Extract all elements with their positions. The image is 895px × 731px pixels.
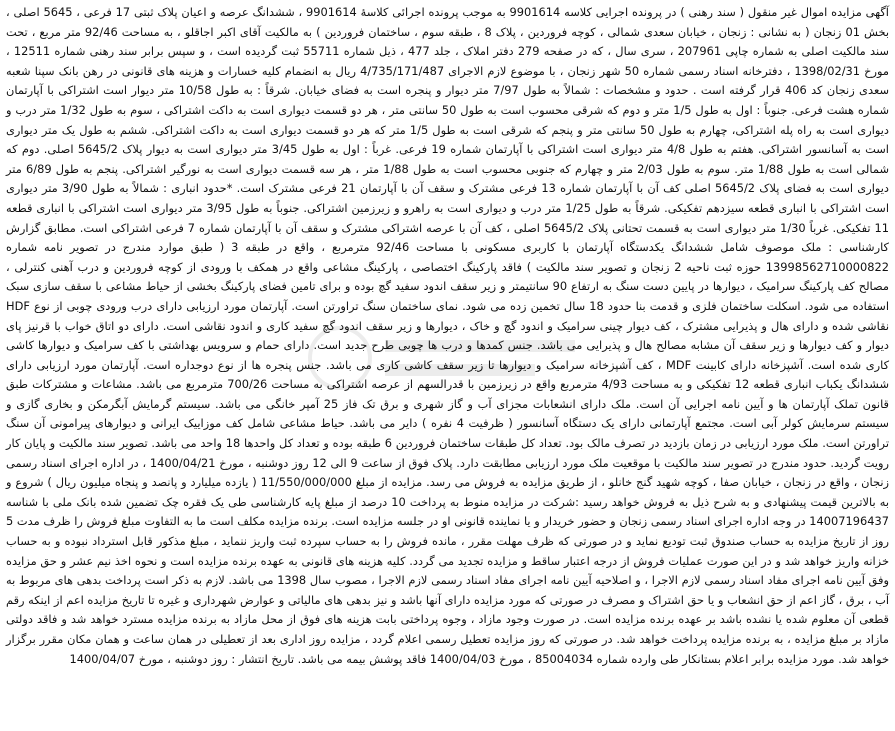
notice-body: آگهی مزایده اموال غیر منقول ( سند رهنی ) در پرونده اجرایی کلاسه 9901614 به موجب پرونده اجرائی کلاسهٔ 9901614 ، ششدانگ عرصه و اعیان پلاک ثبتی 17 فرعی ، 5645 اصلی ، بخش 01 زنجان ( به نشانی : زنجان ، خیابان سعدی شمالی ، کوچه فروردین ، پلاک 8 ، طبقه سوم ، ساختمان فروردین ) به مالکیت آقای اکبر اجاقلو ، به مساحت 92/46 متر مربع ، تحت سند مالکیت اصلی به شماره چاپی 207961 ، سری سال ، که در صفحه 279 دفتر املاک ، جلد 477 ، ذیل شماره 55711 ثبت گردیده است ، و سپس برابر سند رهنی شماره 12511 ، مورخ 1398/02/31 ، دفترخانه اسناد رسمی شماره 50 شهر زنجان ، با موضوع لازم الاجرای 4/735/171/487 ریال به انضمام کلیه خسارات و هزینه های قانونی در رهن بانک سپنا شعبه سعدی زنجان کد 406 قرار گرفته است . حدود و مشخصات : شمالاً به طول 7/97 متر دیوار و پنجره است به فضای خیابان. شرقاً : به طول 10/58 متر دیوار است اشتراکی با آپارتمان شماره هشت فرعی. جنوباً : اول به طول 1/5 متر و دوم که شرقی محسوب است به طول 50 سانتی متر ، هر دو قسمت دیواری است به داکت اشتراکی ، سوم به طول 1/32 متر درب و دیواری است به راه پله اشتراکی، چهارم به طول 50 سانتی متر و پنجم که شرقی است به طول 1/5 متر که هر دو قسمت دیواری است به داکت اشتراکی. ششم به طول یک متر دیواری است به آسانسور اشتراکی. هفتم به طول 4/8 متر دیواری است اشتراکی با آپارتمان شماره 19 فرعی. غرباً : اول به طول 3/45 متر دیواری است به دیوار پلاک 5645/2 اصلی. دوم که شمالی است به طول 1/88 متر. سوم به طول 2/03 متر و چهارم که جنوبی محسوب است به طول 1/88 متر ، هر سه قسمت دیواری است به نورگیر اشتراکی. پنجم به طول 6/89 متر دیواری است به فضای پلاک 5645/2 اصلی کف آن با آپارتمان شماره 13 فرعی مشترک و سقف آن با آپارتمان 21 فرعی مشترک است. *حدود انباری : شمالاً به طول 3/90 متر دیواری است اشتراکی با انباری قطعه سیزدهم تفکیکی. شرقاً به طول 1/25 متر درب و دیواری است به راهرو و زیرزمین اشتراکی. جنوباً به طول 3/95 متر دیواری است اشتراکی با انباری قطعه 11 تفکیکی. غرباً 1/30 متر دیواری است به قسمت تحتانی پلاک 5645/2 اصلی ، کف آن با عرصه اشتراکی مشترک و سقف آن با آپارتمان شماره 7 فرعی اشتراکی است. مطابق گزارش کارشناسی : ملک موصوف شامل ششدانگ یکدستگاه آپارتمان با کاربری مسکونی با مساحت 92/46 مترمربع ، واقع در طبقه 3 ( طبق موارد مندرج در تصویر نامه شماره 13998562710000822 حوزه ثبت ناحیه 2 زنجان و تصویر سند مالکیت ) فاقد پارکینگ اختصاصی ، پارکینگ مشاعی واقع در همکف با ورودی از کوچه فروردین و درب آهنی کنترلی ، مصالح کف پارکینگ سرامیک ، دیوارها در پایین دست سنگ به ارتفاع 90 سانتیمتر و زیر سقف اندود سفید گچ بوده و برای تامین فضای پارکینگ بخشی از حیاط مشاعی با سقف سازی سبک استفاده می شود. اسکلت ساختمان فلزی و قدمت بنا حدود 18 سال تخمین زده می شود. نمای ساختمان سنگ تراورتن است. آپارتمان مورد ارزیابی دارای درب ورودی چوبی از نوع HDF نقاشی شده و دارای هال و پذیرایی مشترک ، کف دیوار چینی سرامیک و اندود گچ و خاک ، دیوارها و زیر سقف اندود گچ سفید کاری و اندود نقاشی است. دارای دو اتاق خواب با قرنیز پای دیوار و کف دیوارها و زیر سقف آن مشابه مصالح هال و پذیرایی می باشد. جنس کمدها و درب ها چوبی طرح جدید است. دارای حمام و سرویس بهداشتی با کف سرامیک و دیوارها کاشی کاری شده است. آشپزخانه دارای کابینت MDF ، کف آشپزخانه سرامیک و دیوارها تا زیر سقف کاشی کاری می باشد. جنس پنجره ها از نوع دوجداره است. آپارتمان مورد ارزیابی دارای ششدانگ یکباب انباری قطعه 12 تفکیکی و به مساحت 4/93 مترمربع واقع در زیرزمین با قدرالسهم از عرصه اشتراکی به مساحت 700/26 مترمربع می باشد. مشاعات و مشترکات طبق قانون تملک آپارتمان ها و آیین نامه اجرایی آن است. ملک دارای انشعابات مجزای آب و گاز شهری و برق تک فاز 25 آمپر خانگی می باشد. سیستم گرمایش آبگرمکن و بخاری گازی و سیستم سرمایش کولر آبی است. مجتمع آپارتمانی دارای یک دستگاه آسانسور ( ظرفیت 4 نفره ) دایر می باشد. حیاط مشاعی شامل کف موزاییک ایرانی و دیوارهای پیرامونی آن سنگ تراورتن است. ملک مورد ارزیابی در زمان بازدید در تصرف مالک بود. تعداد کل طبقات ساختمان فروردین 6 طبقه بوده و تعداد کل واحدها 18 واحد می باشد. تصویر سند مالکیت و پایان کار رویت گردید. حدود مندرج در تصویر سند مالکیت با موقعیت ملک مورد ارزیابی مطابقت دارد. پلاک فوق از ساعت 9 الی 12 روز دوشنبه ، مورخ 1400/04/21 ، در اداره اجرای اسناد رسمی زنجان ، واقع در زنجان ، خیابان صفا ، کوچه شهید گنج خانلو ، از طریق مزایده به فروش می رسد. مزایده از مبلغ 11/550/000/000 ( یازده میلیارد و پانصد و پنجاه میلیون ریال ) شروع و به بالاترین قیمت پیشنهادی و به شرح ذیل به فروش خواهد رسید :شرکت در مزایده منوط به پرداخت 10 درصد از مبلغ پایه کارشناسی طی یک فقره چک تضمین شده بانک ملی با شناسه 14007196437 در وجه اداره اجرای اسناد رسمی زنجان و حضور خریدار و یا نماینده قانونی او در جلسه مزایده است. برنده مزایده مکلف است ما به التفاوت مبلغ فروش را ظرف مدت 5 روز از تاریخ مزایده به حساب صندوق ثبت تودیع نماید و در صورتی که ظرف مهلت مقرر ، مانده فروش را به حساب سپرده ثبت واریز ننماید ، مبلغ مذکور قابل استرداد نبوده و به حساب خزانه واریز خواهد شد و در این صورت عملیات فروش از درجه اعتبار ساقط و مزایده تجدید می گردد. کلیه هزینه های قانونی به عهده برنده مزایده است و نحوه اخذ نیم عشر و حق مزایده وفق آیین نامه اجرای مفاد اسناد رسمی لازم الاجرا ، و اصلاحیه آیین نامه اجرای مفاد اسناد رسمی لازم الاجرا ، مصوب سال 1398 می باشد. لازم به ذکر است پرداخت بدهی های مربوط به آب ، برق ، گاز اعم از حق انشعاب و یا حق اشتراک و مصرف در صورتی که مورد مزایده دارای آنها باشد و نیز بدهی های مالیاتی و عوارض شهرداری و غیره تا تاریخ مزایده اعم از اینکه رقم قطعی آن معلوم شده یا نشده باشد بر عهده برنده مزایده است. در صورت وجود مازاد ، وجوه پرداختی بابت هزینه های فوق از محل مازاد به برنده مزایده مسترد خواهد شد و فاقد دولتی مازاد بر مبلغ مزایده ، به برنده مزایده پرداخت خواهد شد. در صورتی که روز مزایده تعطیل رسمی اعلام گردد ، مزایده روز اداری بعد از تعطیلی در همان ساعت و همان مکان مقرر برگزار خواهد شد. مورد مزایده برابر اعلام بستانکار طی وارده شماره 85004034 ، مورخ 1400/04/03 فاقد پوشش بیمه می باشد. تاریخ انتشار : روز دوشنبه ، مورخ 1400/04/07 [6, 5, 890, 666]
